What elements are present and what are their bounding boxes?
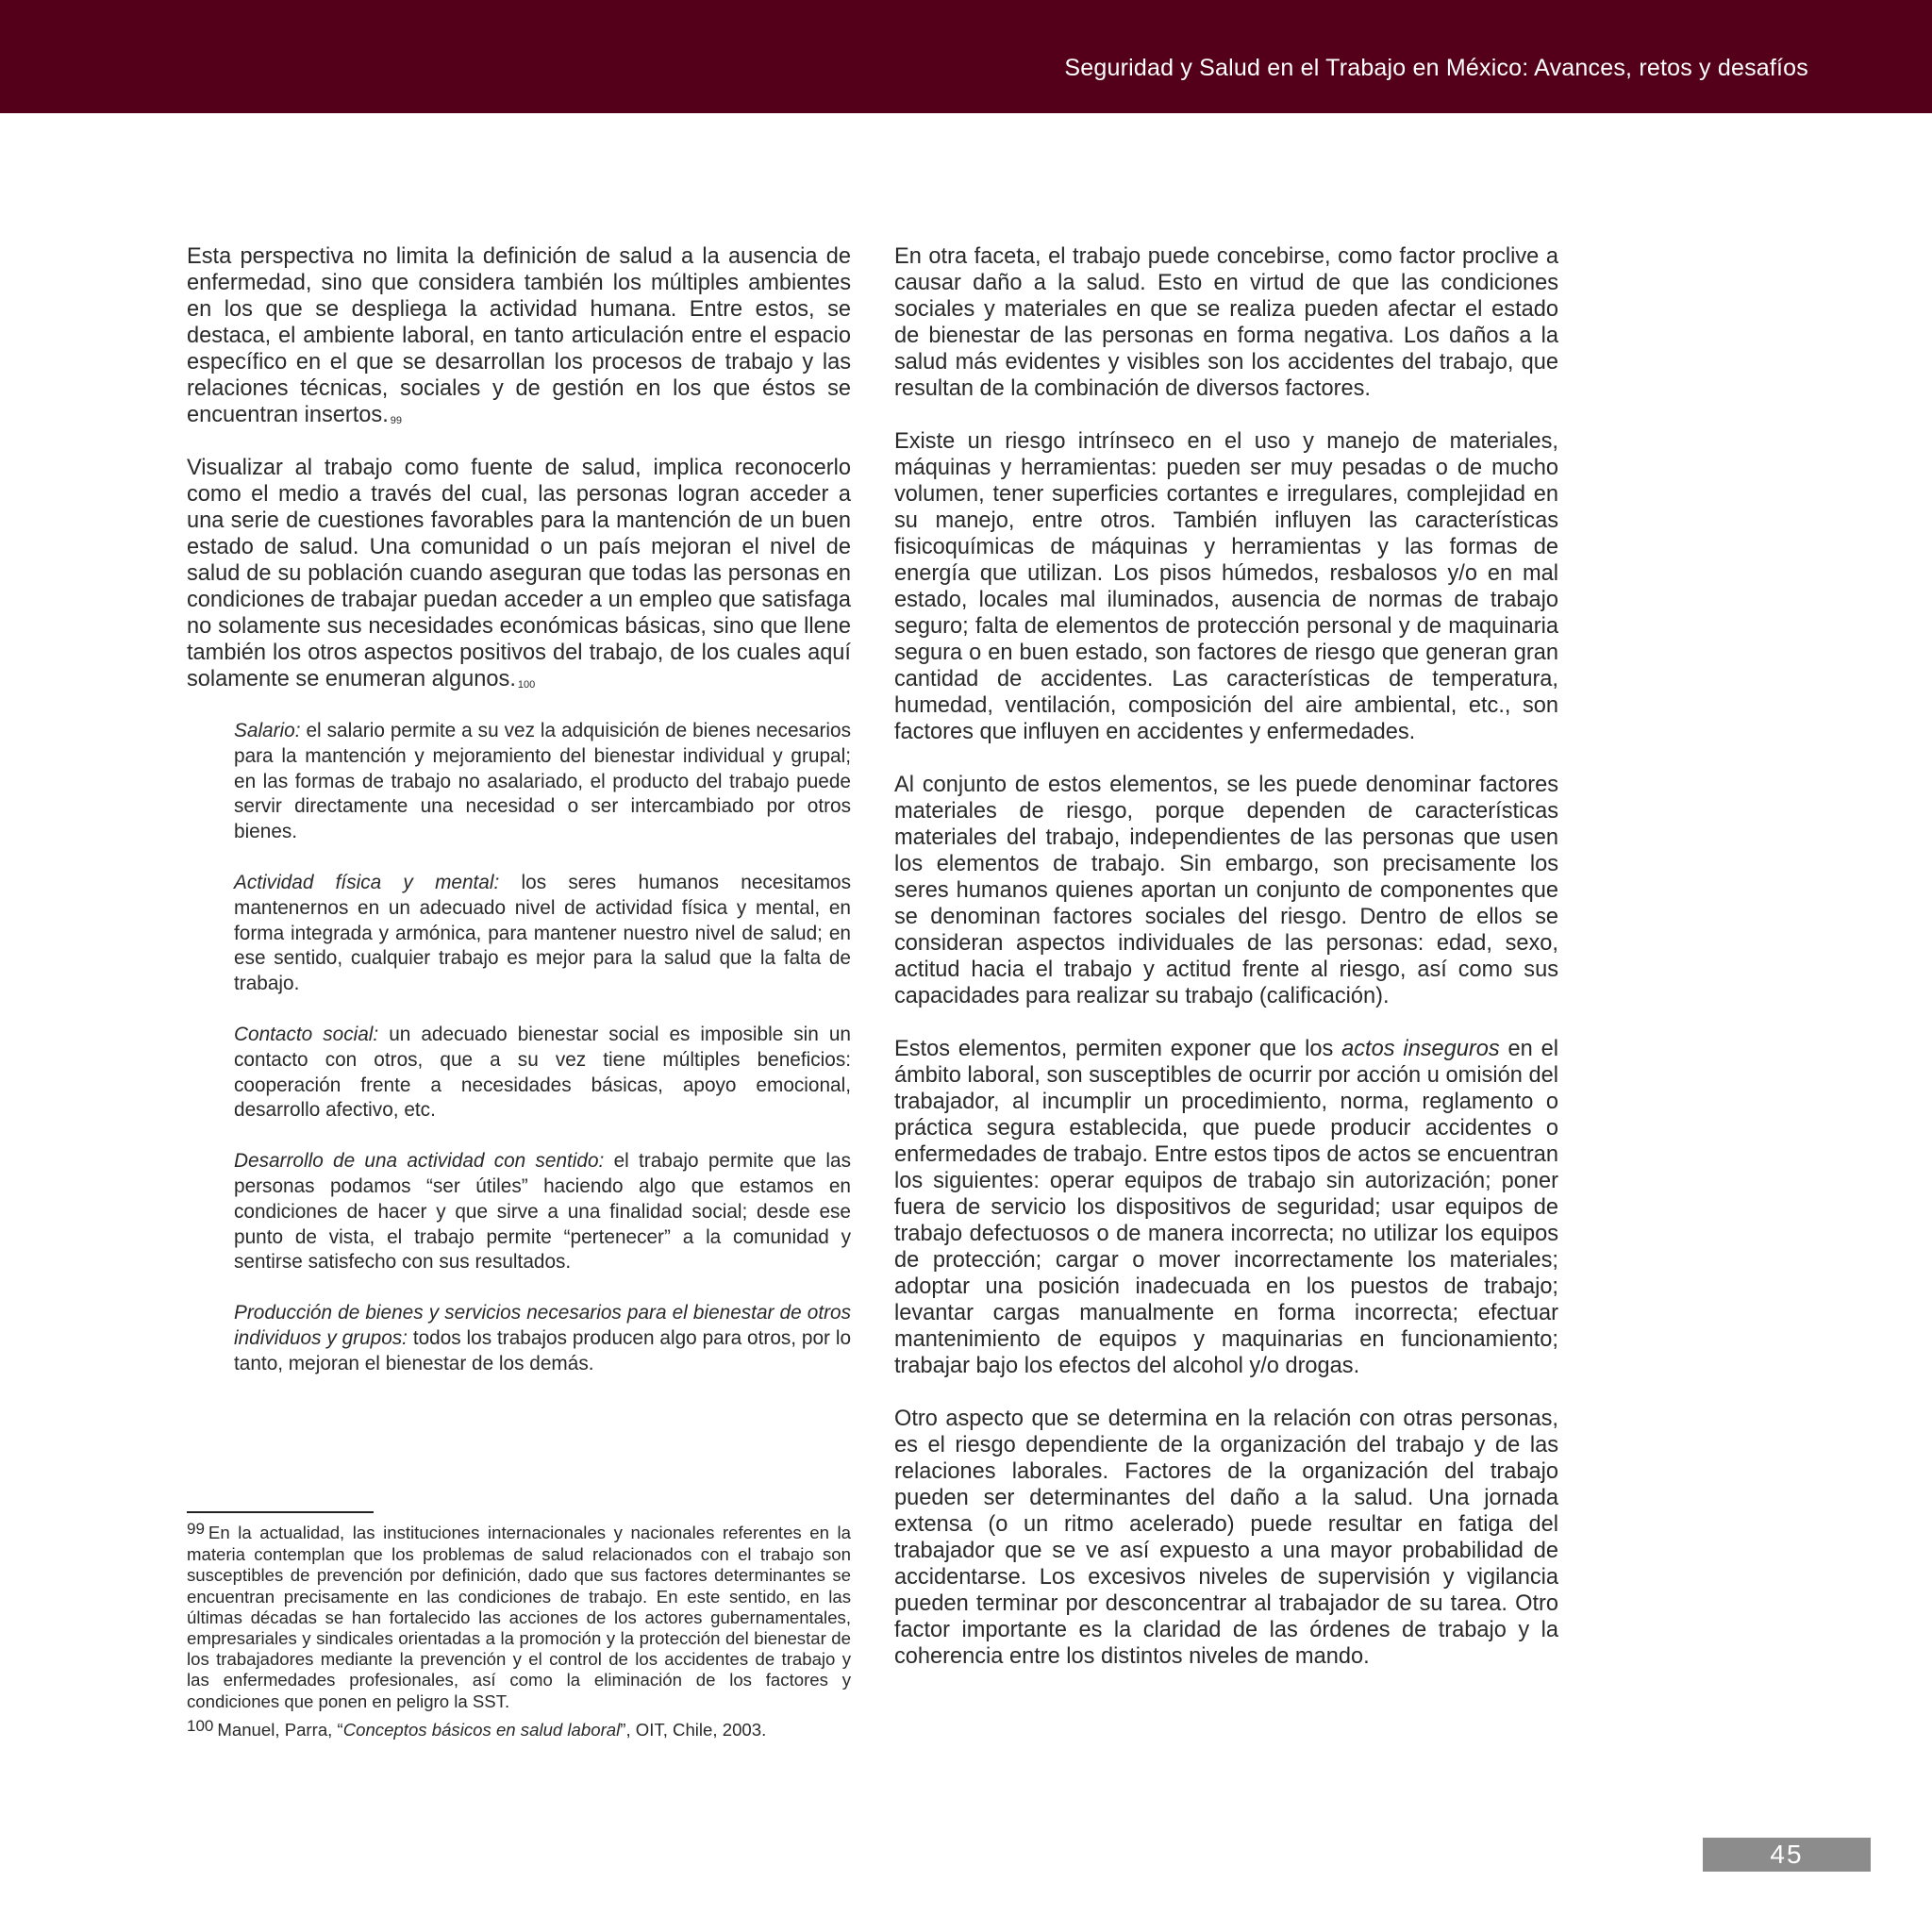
- list-item: [234, 1301, 851, 1376]
- footnote-number: 99: [187, 1520, 205, 1538]
- footnote-99: [187, 1520, 851, 1712]
- footnote-cited-title: Conceptos básicos en salud laboral: [342, 1719, 621, 1740]
- footnote-ref-99: 99: [390, 415, 403, 426]
- footnotes: [187, 1520, 851, 1741]
- footnote-divider: [187, 1511, 374, 1513]
- left-paragraph-2-text: Visualizar al trabajo como fuente de salud, implica reconocerlo como el medio a través del cual, las personas logran acceder a una serie de cuestiones favorables para la mantención de un buen estado de salud. Una comunidad o un país mejoran el nivel de salud de su población cuando aseguran que todas las personas en condiciones de trabajar puedan acceder a un empleo que satisfaga no solamente sus necesidades económicas básicas, sino que llene también los otros aspectos positivos del trabajo, de los cuales aquí solamente se enumeran algunos.: [187, 456, 851, 691]
- left-paragraph-1: [187, 243, 851, 428]
- footnote-text-post: ”, OIT, Chile, 2003.: [620, 1719, 767, 1740]
- footnote-100: [187, 1716, 851, 1741]
- left-column: [187, 243, 851, 1377]
- right-paragraph-2: Existe un riesgo intrínseco en el uso y manejo de materiales, máquinas y herramientas: pueden ser muy pesadas o de mucho volumen, tener superficies cortantes e irregulares, complejidad en su manejo, entre otros. También influyen las características fisicoquímicas de máquinas y herramientas y las formas de energía que utilizan. Los pisos húmedos, resbalosos y/o en mal estado, locales mal iluminados, ausencia de normas de trabajo seguro; falta de elementos de protección personal y de maquinaria segura o en buen estado, son factores de riesgo que generan gran cantidad de accidentes. Las características de temperatura, humedad, ventilación, composición del aire ambiental, etc., son factores que influyen en accidentes y enfermedades.: [894, 429, 1558, 744]
- right-paragraph-3: Al conjunto de estos elementos, se les puede denominar factores materiales de riesgo, porque dependen de características materiales del trabajo, independientes de las personas que usen los elementos de trabajo. Sin embargo, son precisamente los seres humanos quienes aportan un conjunto de componentes que se denominan factores sociales del riesgo. Dentro de ellos se consideran aspectos individuales de las personas: edad, sexo, actitud hacia el trabajo y actitud frente al riesgo, así como sus capacidades para realizar su trabajo (calificación).: [894, 773, 1558, 1008]
- list-item: [234, 719, 851, 845]
- list-item: [234, 871, 851, 997]
- left-paragraph-1-text: Esta perspectiva no limita la definición de salud a la ausencia de enfermedad, sino que considera también los múltiples ambientes en los que se despliega la actividad humana. Entre estos, se destaca, el ambiente laboral, en tanto articulación entre el espacio específico en el que se desarrollan los procesos de trabajo y las relaciones técnicas, sociales y de gestión en los que éstos se encuentran insertos.: [187, 244, 851, 427]
- list-item-text: todos los trabajos producen algo para otros, por lo tanto, mejoran el bienestar de los demás.: [234, 1326, 852, 1374]
- right-column: [894, 243, 1558, 1670]
- footnote-number: 100: [187, 1716, 214, 1735]
- list-item-text: el salario permite a su vez la adquisición de bienes necesarios para la mantención y mejoramiento del bienestar individual y grupal; en las formas de trabajo no asalariado, el producto del trabajo puede servir directamente una necesidad o ser intercambiado por otros bienes.: [234, 720, 851, 843]
- list-item-text: los seres humanos necesitamos mantenernos en un adecuado nivel de actividad física y mental, en forma integrada y armónica, para mantener nuestro nivel de salud; en ese sentido, cualquier trabajo es mejor para la salud que la falta de trabajo.: [234, 871, 851, 995]
- list-item-term: Salario:: [234, 720, 301, 741]
- right-paragraph-1: En otra faceta, el trabajo puede concebirse, como factor proclive a causar daño a la salud. Esto en virtud de que las condiciones sociales y materiales en que se realiza pueden afectar el estado de bienestar de las personas en forma negativa. Los daños a la salud más evidentes y visibles son los accidentes del trabajo, que resultan de la combinación de diversos factores.: [894, 244, 1558, 401]
- left-paragraph-2: [187, 455, 851, 692]
- list-item: [234, 1149, 851, 1275]
- right-paragraph-4: [894, 1036, 1558, 1379]
- list-item-term: Desarrollo de una actividad con sentido:: [234, 1150, 605, 1173]
- list-item-text: un adecuado bienestar social es imposible sin un contacto con otros, que a su vez tiene múltiples beneficios: cooperación frente a necesidades básicas, apoyo emocional, desarrollo afectivo, etc.: [234, 1023, 851, 1122]
- right-paragraph-5: Otro aspecto que se determina en la relación con otras personas, es el riesgo dependiente de la organización del trabajo y de las relaciones laborales. Factores de la organización del trabajo pueden ser determinantes del daño a la salud. Una jornada extensa (o un ritmo acelerado) puede resultar en fatiga del trabajador que se ve así expuesto a una mayor probabilidad de accidentarse. Los excesivos niveles de supervisión y vigilancia pueden terminar por desconcentrar al trabajador de su tarea. Otro factor importante es la claridad de las órdenes de trabajo y la coherencia entre los distintos niveles de mando.: [894, 1407, 1558, 1669]
- benefits-list: [234, 719, 851, 1377]
- list-item-term: Producción de bienes y servicios necesarios para el bienestar de otros individuos y grupos:: [234, 1302, 851, 1349]
- list-item-text: el trabajo permite que las personas podamos “ser útiles” haciendo algo que estamos en condiciones de hacer y que sirve a una finalidad social; desde ese punto de vista, el trabajo permite “pertenecer” a la comunidad y sentirse satisfecho con sus resultados.: [234, 1150, 851, 1274]
- right-paragraph-4-pre: Estos elementos, permiten exponer que los: [894, 1037, 1342, 1061]
- running-title: Seguridad y Salud en el Trabajo en México: Avances, retos y desafíos: [1064, 55, 1808, 81]
- footnote-text: En la actualidad, las instituciones internacionales y nacionales referentes en la materia contemplan que los problemas de salud relacionados con el trabajo son susceptibles de prevención por definición, dado que sus factores determinantes se encuentran precisamente en las condiciones de trabajo. En este sentido, en las últimas décadas se han fortalecido las acciones de los actores gubernamentales, empresariales y sindicales orientadas a la promoción y la protección del bienestar de los trabajadores mediante la prevención y el control de los accidentes de trabajo y las enfermedades profesionales, así como la eliminación de los factores y condiciones que ponen en peligro la SST.: [187, 1523, 851, 1711]
- footnote-text-pre: Manuel, Parra, “: [217, 1719, 343, 1740]
- page-number-box: [1703, 1838, 1871, 1872]
- list-item: [234, 1023, 851, 1124]
- list-item-term: Contacto social:: [234, 1023, 379, 1045]
- right-paragraph-4-post: en el ámbito laboral, son susceptibles de ocurrir por acción u omisión del trabajador, al incumplir un procedimiento, norma, reglamento o práctica segura establecida, que puede producir accidentes o enfermedades de trabajo. Entre estos tipos de actos se encuentran los siguientes: operar equipos de trabajo sin autorización; poner fuera de servicio los dispositivos de seguridad; usar equipos de trabajo defectuosos o de manera incorrecta; no utilizar los equipos de protección; cargar o mover incorrectamente los materiales; adoptar una posición inadecuada en los puestos de trabajo; levantar cargas manualmente en forma incorrecta; efectuar mantenimiento de equipos y maquinarias en funcionamiento; trabajar bajo los efectos del alcohol y/o drogas.: [894, 1037, 1559, 1378]
- page-number: 45: [1770, 1840, 1804, 1869]
- footnote-ref-100: 100: [517, 679, 536, 691]
- right-paragraph-4-em: actos inseguros: [1341, 1037, 1500, 1061]
- header-bar: [0, 0, 1932, 113]
- list-item-term: Actividad física y mental:: [234, 871, 500, 893]
